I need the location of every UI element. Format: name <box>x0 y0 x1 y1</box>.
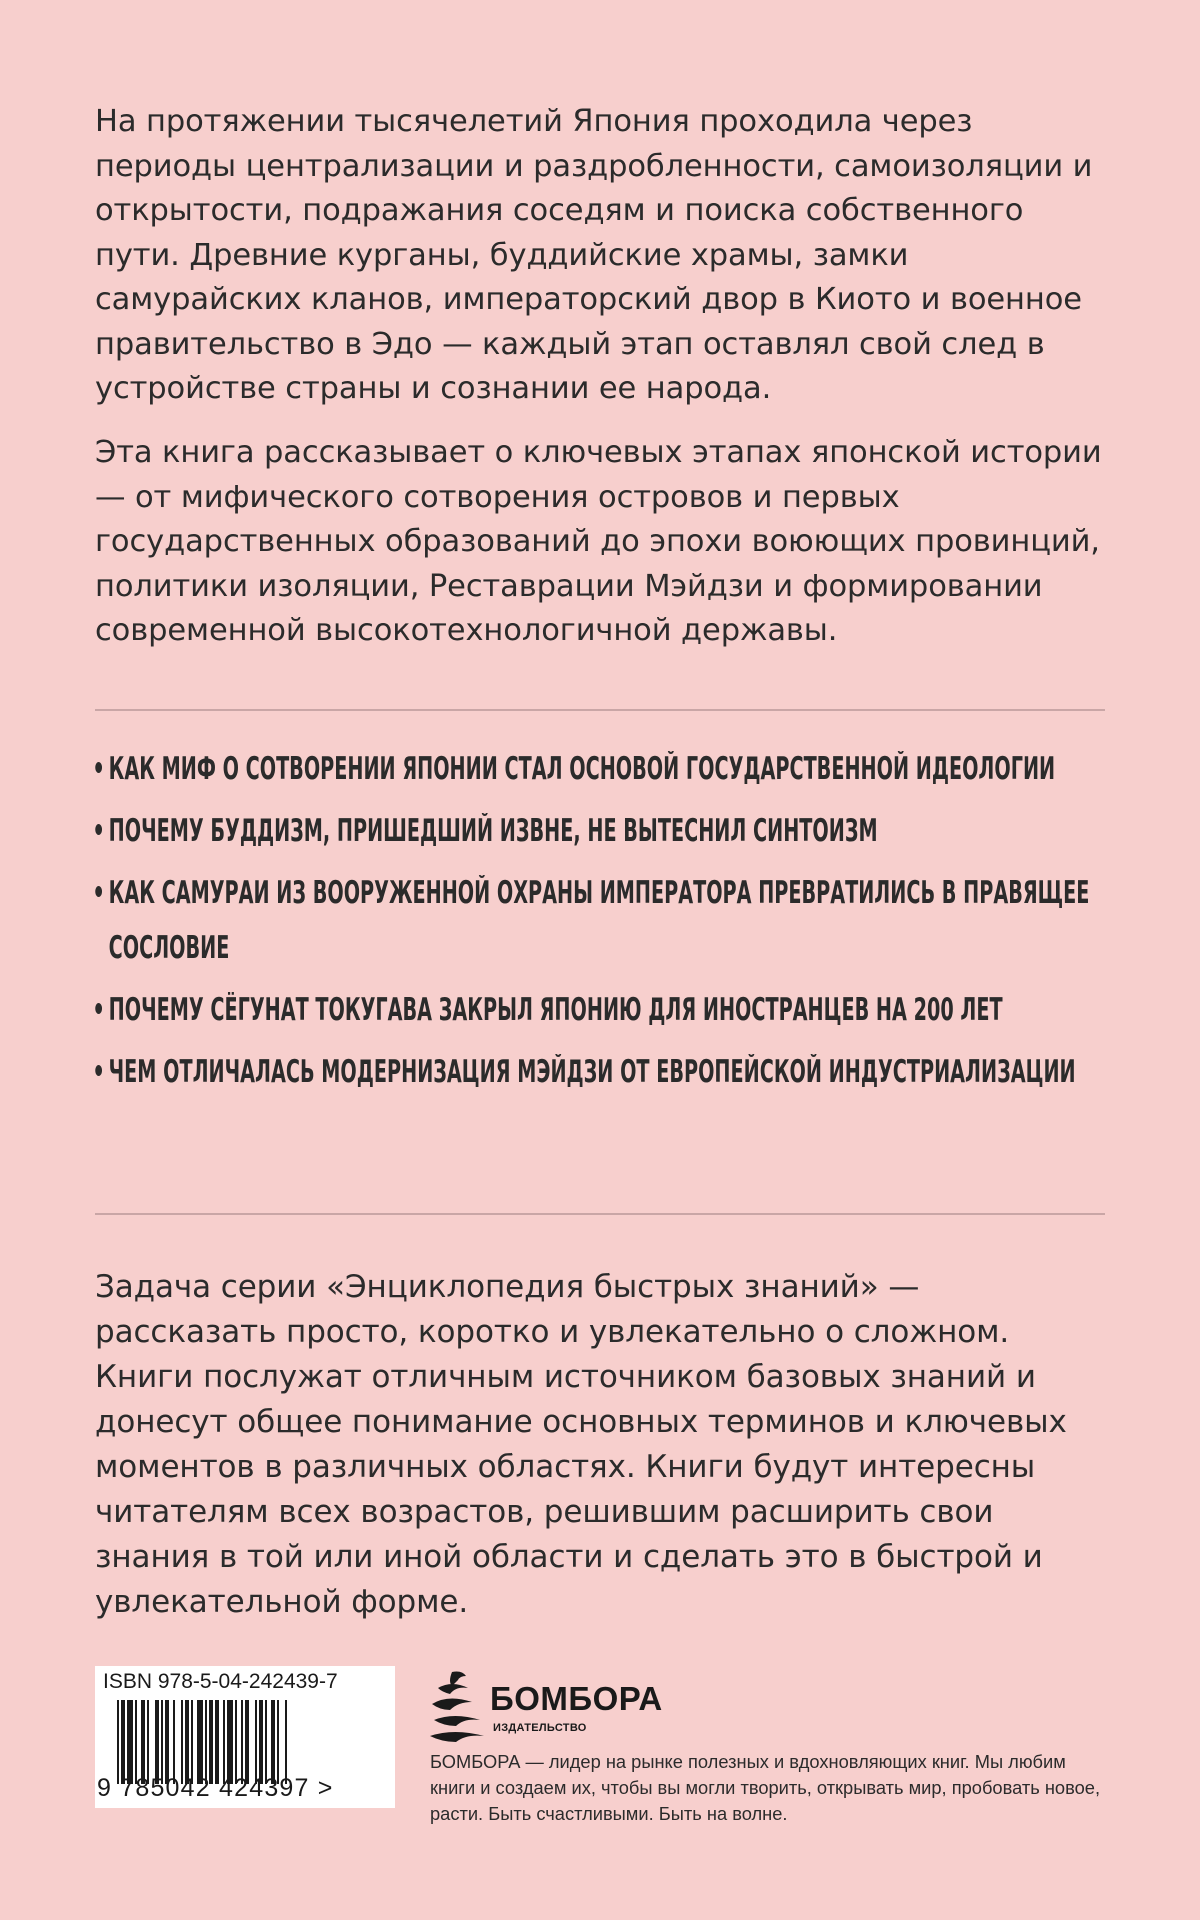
key-questions-list <box>92 742 1115 1107</box>
publisher-logo <box>430 1670 663 1752</box>
bombora-wave-figure-icon <box>430 1670 486 1748</box>
intro-paragraph-2: Эта книга рассказывает о ключевых этапах японской истории — от мифического сотворения островов и первых государственных образований до эпохи воюющих провинций, политики изоляции, Реставрации Мэйдзи и формировании современной высокотехнологичной державы. <box>95 435 1102 648</box>
list-item <box>92 1045 1107 1100</box>
publisher-name: БОМБОРА <box>490 1680 663 1717</box>
intro-paragraph-1: На протяжении тысячелетий Япония проходила через периоды централизации и раздробленности, самоизоляции и открытости, подражания соседям и поиска собственного пути. Древние курганы, буддийские храмы, замки самурайских кланов, императорский двор в Киото и военное правительство в Эдо — каждый этап оставлял свой след в устройстве страны и сознании ее народа. <box>95 104 1093 406</box>
barcode-panel <box>95 1666 395 1808</box>
divider-top <box>95 709 1105 711</box>
list-item <box>92 742 1107 797</box>
bullet-marker: • <box>92 875 105 911</box>
bullet-marker: • <box>92 813 105 849</box>
isbn-label: ISBN 978-5-04-242439-7 <box>103 1670 338 1693</box>
list-item <box>92 866 1107 976</box>
barcode-digits: 9 785042 424397 > <box>97 1774 334 1802</box>
list-item <box>92 804 1107 859</box>
list-item <box>92 983 1107 1038</box>
divider-bottom <box>95 1213 1105 1215</box>
bullet-marker: • <box>92 1054 105 1090</box>
publisher-subtitle: ИЗДАТЕЛЬСТВО <box>493 1722 587 1734</box>
list-item-text: КАК МИФ О СОТВОРЕНИИ ЯПОНИИ СТАЛ ОСНОВОЙ ГОСУДАРСТВЕННОЙ ИДЕОЛОГИИ <box>108 751 1056 787</box>
list-item-text: ЧЕМ ОТЛИЧАЛАСЬ МОДЕРНИЗАЦИЯ МЭЙДЗИ ОТ ЕВРОПЕЙСКОЙ ИНДУСТРИАЛИЗАЦИИ <box>108 1054 1076 1090</box>
bullet-marker: • <box>92 992 105 1028</box>
list-item-text: ПОЧЕМУ БУДДИЗМ, ПРИШЕДШИЙ ИЗВНЕ, НЕ ВЫТЕСНИЛ СИНТОИЗМ <box>108 813 878 849</box>
bullet-marker: • <box>92 751 105 787</box>
series-description: Задача серии «Энциклопедия быстрых знаний» — рассказать просто, коротко и увлекательно о сложном. Книги послужат отличным источником базовых знаний и донесут общее понимание основных терминов и ключевых моментов в различных областях. Книги будут интересны читателям всех возрастов, решившим расширить свои знания в той или иной области и сделать это в быстрой и увлекательной форме. <box>95 1269 1067 1620</box>
publisher-tagline: БОМБОРА — лидер на рынке полезных и вдохновляющих книг. Мы любим книги и создаем их, чтобы вы могли творить, открывать мир, пробовать новое, расти. Быть счастливыми. Быть на волне. <box>430 1751 1101 1824</box>
list-item-text: КАК САМУРАИ ИЗ ВООРУЖЕННОЙ ОХРАНЫ ИМПЕРАТОРА ПРЕВРАТИЛИСЬ В ПРАВЯЩЕЕ СОСЛОВИЕ <box>108 875 1090 966</box>
barcode-icon <box>117 1700 381 1784</box>
list-item-text: ПОЧЕМУ СЁГУНАТ ТОКУГАВА ЗАКРЫЛ ЯПОНИЮ ДЛЯ ИНОСТРАНЦЕВ НА 200 ЛЕТ <box>108 992 1003 1028</box>
